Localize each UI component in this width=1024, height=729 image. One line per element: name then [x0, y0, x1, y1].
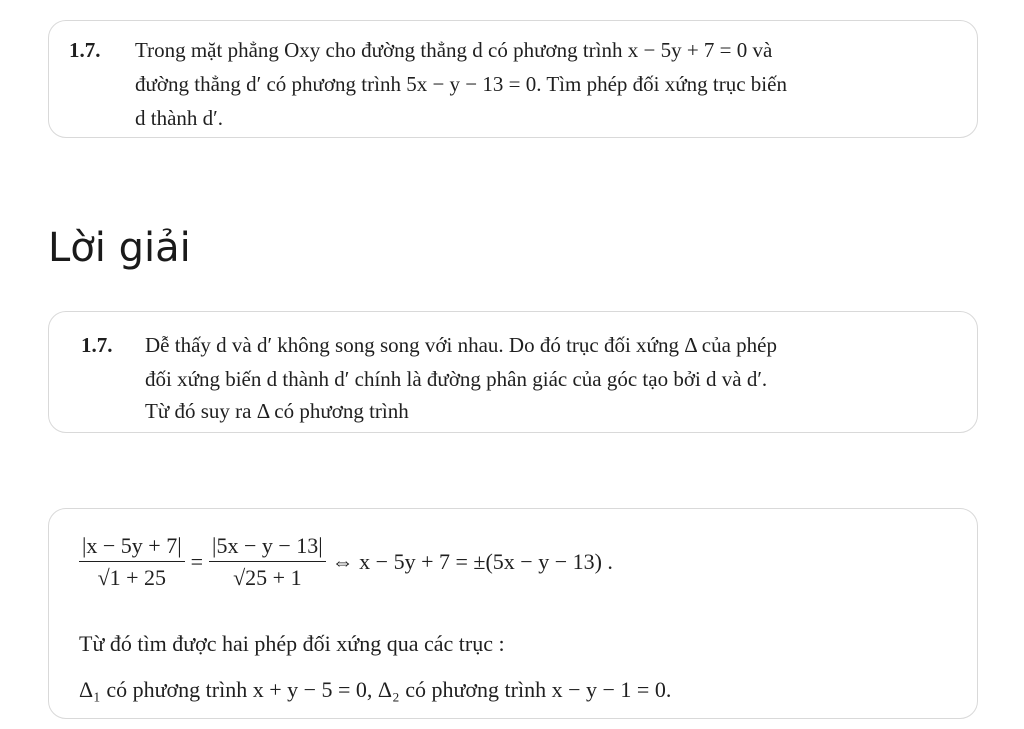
bisector-equation — [79, 533, 619, 591]
problem-line-3: d thành d′. — [135, 106, 223, 130]
problem-line-1: Trong mặt phẳng Oxy cho đường thẳng d có phương trình x − 5y + 7 = 0 và — [135, 38, 773, 62]
problem-card — [48, 20, 978, 138]
solution-number: 1.7. — [81, 333, 113, 357]
fraction-right — [209, 533, 326, 591]
equals-sign: = — [190, 549, 204, 574]
solution-heading: Lời giải — [48, 225, 191, 271]
fraction-right-denominator: √25 + 1 — [233, 565, 302, 590]
conclusion-line-2: Δ₁ có phương trình x + y − 5 = 0, Δ₂ có phương trình x − y − 1 = 0. — [79, 677, 672, 702]
equivalence-expression: ⇔ x − 5y + 7 = ±(5x − y − 13) . — [331, 549, 613, 574]
fraction-right-numerator: |5x − y − 13| — [209, 533, 326, 562]
solution-line-1: Dễ thấy d và d′ không song song với nhau. Do đó trục đối xứng Δ của phép — [145, 333, 777, 357]
fraction-left-numerator: |x − 5y + 7| — [79, 533, 185, 562]
problem-line-2: đường thẳng d′ có phương trình 5x − y − 13 = 0. Tìm phép đối xứng trục biến — [135, 72, 787, 96]
conclusion-line-1: Từ đó tìm được hai phép đối xứng qua các trục : — [79, 631, 505, 656]
solution-line-3: Từ đó suy ra Δ có phương trình — [145, 399, 409, 423]
problem-number: 1.7. — [69, 38, 101, 62]
solution-card — [48, 311, 978, 433]
solution-line-2: đối xứng biến d thành d′ chính là đường phân giác của góc tạo bởi d và d′. — [145, 367, 768, 391]
fraction-left — [79, 533, 185, 591]
fraction-left-denominator: √1 + 25 — [97, 565, 167, 590]
equations-card — [48, 508, 978, 719]
